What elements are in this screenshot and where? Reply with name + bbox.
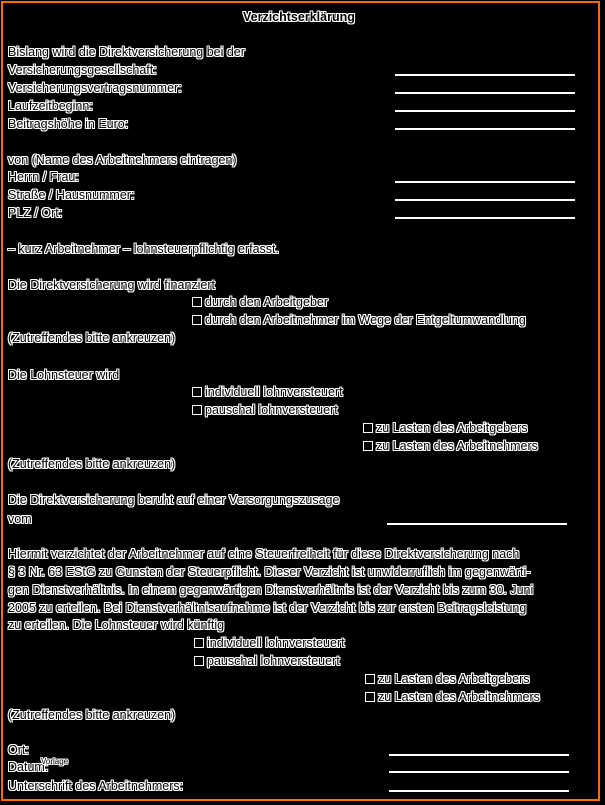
checkbox-icon[interactable] bbox=[363, 423, 373, 433]
commitment-date-label: vom bbox=[8, 512, 32, 526]
document-page bbox=[1, 1, 600, 801]
waiver-line: gen Dienstverhältnis. In einem gegenwärtigen Dienstverhältnis ist der Verzicht bis zum 30. Juni bbox=[8, 583, 534, 597]
company-field[interactable] bbox=[395, 74, 575, 76]
place-label: Ort: bbox=[8, 743, 29, 757]
financing-option-employee[interactable]: durch den Arbeitnehmer im Wege der Entgeltumwandlung bbox=[192, 313, 526, 328]
date-field[interactable] bbox=[389, 771, 569, 773]
signature-label: Unterschrift des Arbeitnehmers: bbox=[8, 779, 184, 793]
checkbox-icon[interactable] bbox=[192, 387, 202, 397]
checkbox-icon[interactable] bbox=[192, 405, 202, 415]
name-field[interactable] bbox=[395, 181, 575, 183]
street-field[interactable] bbox=[395, 199, 575, 201]
amount-label: Beitragshöhe in Euro: bbox=[8, 117, 129, 131]
date-label: Datum: bbox=[8, 760, 49, 774]
tax-hint: (Zutreffendes bitte ankreuzen) bbox=[8, 457, 176, 471]
city-label: PLZ / Ort: bbox=[8, 206, 63, 220]
waiver-option-individual[interactable]: individuell lohnversteuert bbox=[194, 636, 345, 651]
tax-option-flat[interactable]: pauschal lohnversteuert bbox=[192, 403, 338, 418]
waiver-hint: (Zutreffendes bitte ankreuzen) bbox=[8, 708, 176, 722]
tax-option-individual[interactable]: individuell lohnversteuert bbox=[192, 385, 343, 400]
place-field[interactable] bbox=[389, 754, 569, 756]
waiver-line: zu erteilen. Die Lohnsteuer wird künftig bbox=[8, 618, 225, 632]
waiver-option-flat[interactable]: pauschal lohnversteuert bbox=[194, 654, 340, 669]
document-title: Verzichtserklärung bbox=[243, 10, 355, 24]
employee-heading: von (Name des Arbeitnehmers eintragen) bbox=[8, 153, 237, 167]
tax-heading: Die Lohnsteuer wird bbox=[8, 368, 120, 382]
amount-field[interactable] bbox=[395, 128, 575, 130]
checkbox-icon[interactable] bbox=[363, 441, 373, 451]
financing-heading: Die Direktversicherung wird finanziert bbox=[8, 278, 216, 292]
checkbox-icon[interactable] bbox=[365, 674, 375, 684]
commitment-date-field[interactable] bbox=[387, 523, 567, 525]
company-label: Versicherungsgesellschaft: bbox=[8, 63, 157, 77]
signature-field[interactable] bbox=[389, 790, 569, 792]
waiver-line: § 3 Nr. 63 EStG zu Gunsten der Steuerpflicht. Dieser Verzicht ist unwiderruflich im gegenwärti- bbox=[8, 565, 531, 579]
financing-hint: (Zutreffendes bitte ankreuzen) bbox=[8, 331, 176, 345]
tax-sub-employee[interactable]: zu Lasten des Arbeitnehmers bbox=[363, 439, 538, 454]
waiver-sub-employee[interactable]: zu Lasten des Arbeitnehmers bbox=[365, 690, 540, 705]
waiver-line: Hiermit verzichtet der Arbeitnehmer auf eine Steuerfreiheit für diese Direktversicherung nach bbox=[8, 547, 520, 561]
start-label: Laufzeitbeginn: bbox=[8, 99, 93, 113]
street-label: Straße / Hausnummer: bbox=[8, 188, 135, 202]
stamp-text: Vorlage bbox=[41, 757, 69, 766]
city-field[interactable] bbox=[395, 217, 575, 219]
commitment-line: Die Direktversicherung beruht auf einer Versorgungszusage bbox=[8, 493, 340, 507]
checkbox-icon[interactable] bbox=[194, 656, 204, 666]
waiver-line: 2005 zu erteilen. Bei Dienstverhältnisaufnahme ist der Verzicht bis zur ersten Beitragsleistung bbox=[8, 601, 527, 615]
checkbox-icon[interactable] bbox=[365, 692, 375, 702]
checkbox-icon[interactable] bbox=[192, 315, 202, 325]
intro-line: Bislang wird die Direktversicherung bei der bbox=[8, 45, 245, 59]
waiver-sub-employer[interactable]: zu Lasten des Arbeitgebers bbox=[365, 672, 530, 687]
financing-option-employer[interactable]: durch den Arbeitgeber bbox=[192, 295, 328, 310]
checkbox-icon[interactable] bbox=[194, 638, 204, 648]
start-field[interactable] bbox=[395, 110, 575, 112]
tax-sub-employer[interactable]: zu Lasten des Arbeitgebers bbox=[363, 421, 528, 436]
employee-note: – kurz Arbeitnehmer – lohnsteuerpflichtig erfasst. bbox=[8, 242, 279, 256]
checkbox-icon[interactable] bbox=[192, 297, 202, 307]
contract-label: Versicherungsvertragsnummer: bbox=[8, 81, 182, 95]
name-label: Herrn / Frau: bbox=[8, 170, 79, 184]
contract-field[interactable] bbox=[395, 92, 575, 94]
